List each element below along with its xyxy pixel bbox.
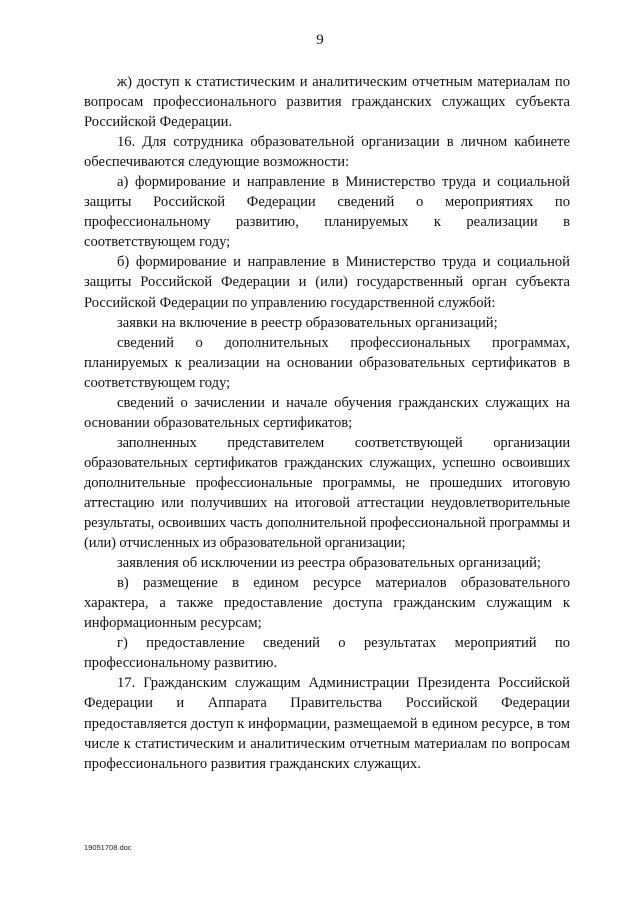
paragraph-b-item-4: заполненных представителем соответствующей организации образовательных сертификатов гражданских служащих, успешно освоивших дополнительные профессиональные программы, не прошедших итоговую аттестацию или получивших на итоговой аттестации неудовлетворительные результаты, освоивших часть дополнительной профессиональной программы и (или) отчисленных из образовательной организации; bbox=[84, 434, 570, 552]
paragraph-b-item-3: сведений о зачислении и начале обучения гражданских служащих на основании образовательных сертификатов; bbox=[84, 394, 570, 431]
paragraph-16: 16. Для сотрудника образовательной организации в личном кабинете обеспечиваются следующие возможности: bbox=[84, 134, 570, 171]
document-body bbox=[84, 72, 570, 774]
paragraph-b-item-1: заявки на включение в реестр образовательных организаций; bbox=[117, 314, 498, 331]
paragraph-zh: ж) доступ к статистическим и аналитическим отчетным материалам по вопросам профессионального развития гражданских служащих субъекта Российской Федерации. bbox=[84, 74, 570, 131]
paragraph-17: 17. Гражданским служащим Администрации Президента Российской Федерации и Аппарата Правительства Российской Федерации предоставляется доступ к информации, размещаемой в едином ресурсе, в том числе к статистическим и аналитическим отчетным материалам по вопросам профессионального развития гражданских служащих. bbox=[84, 675, 570, 772]
page-number: 9 bbox=[316, 32, 324, 48]
paragraph-b: б) формирование и направление в Министерство труда и социальной защиты Российской Федерации и (или) государственный орган субъекта Российской Федерации по управлению государственной службой: bbox=[84, 254, 570, 311]
footer-file-code: 19051708.doc bbox=[84, 843, 132, 852]
paragraph-v: в) размещение в едином ресурсе материалов образовательного характера, а также предоставление доступа гражданским служащим к информационным ресурсам; bbox=[84, 575, 570, 632]
paragraph-a: а) формирование и направление в Министерство труда и социальной защиты Российской Федерации сведений о мероприятиях по профессиональному развитию, планируемых к реализации в соответствующем году; bbox=[84, 174, 570, 251]
paragraph-b-item-2: сведений о дополнительных профессиональных программах, планируемых к реализации на основании образовательных сертификатов в соответствующем году; bbox=[84, 334, 570, 391]
paragraph-b-item-5: заявления об исключении из реестра образовательных организаций; bbox=[117, 555, 541, 572]
paragraph-g: г) предоставление сведений о результатах мероприятий по профессиональному развитию. bbox=[84, 635, 570, 672]
